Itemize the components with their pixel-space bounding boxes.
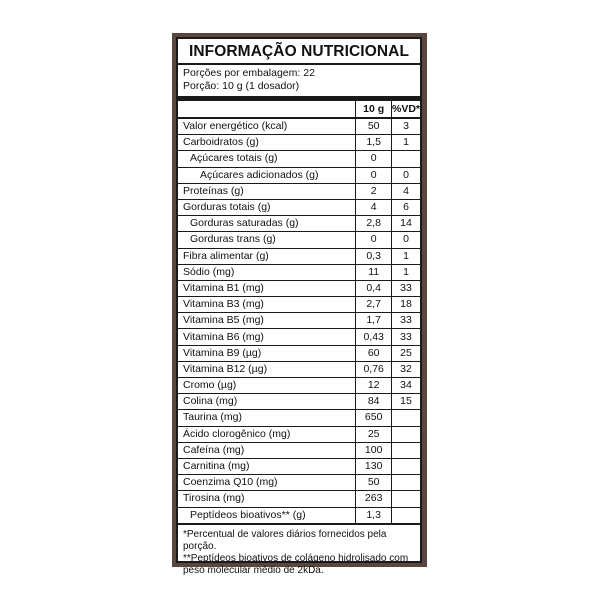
header-name-cell [178,101,356,118]
table-row [178,345,420,361]
nutrient-amount: 650 [356,410,392,426]
nutrient-amount: 12 [356,378,392,394]
header-amount-cell: 10 g [356,101,392,118]
nutrient-dv: 4 [391,183,420,199]
table-row [178,135,420,151]
nutrient-dv: 6 [391,199,420,215]
nutrient-dv: 14 [391,216,420,232]
footnotes [178,525,420,577]
nutrient-name: Cromo (µg) [178,378,356,394]
nutrient-dv: 33 [391,280,420,296]
nutrient-name: Gorduras saturadas (g) [178,216,356,232]
table-row [178,216,420,232]
table-row [178,232,420,248]
nutrient-amount: 25 [356,426,392,442]
nutrient-dv: 33 [391,329,420,345]
table-row [178,183,420,199]
footnote-dv: *Percentual de valores diários fornecidos pela porção. [183,528,387,552]
nutrient-dv [391,410,420,426]
nutrient-amount: 1,7 [356,313,392,329]
nutrient-name: Vitamina B9 (µg) [178,345,356,361]
nutrient-dv: 18 [391,297,420,313]
nutrient-amount: 2 [356,183,392,199]
table-row [178,313,420,329]
nutrient-name: Vitamina B12 (µg) [178,361,356,377]
nutrient-dv [391,426,420,442]
nutrient-dv: 0 [391,167,420,183]
nutrient-dv: 1 [391,264,420,280]
nutrient-amount: 0 [356,167,392,183]
nutrient-name: Taurina (mg) [178,410,356,426]
table-row [178,491,420,507]
table-row [178,394,420,410]
table-row [178,329,420,345]
nutrient-dv: 25 [391,345,420,361]
nutrition-table [178,101,420,525]
nutrient-name: Gorduras totais (g) [178,199,356,215]
nutrient-name: Proteínas (g) [178,183,356,199]
nutrient-amount: 1,3 [356,507,392,524]
nutrient-name: Carboidratos (g) [178,135,356,151]
nutrient-name: Ácido clorogênico (mg) [178,426,356,442]
nutrient-amount: 2,7 [356,297,392,313]
nutrient-name: Vitamina B6 (mg) [178,329,356,345]
table-row [178,167,420,183]
nutrient-amount: 263 [356,491,392,507]
footnote-peptides: **Peptídeos bioativos de colágeno hidrolisado com peso molecular médio de 2kDa. [183,552,409,576]
table-row [178,297,420,313]
nutrient-amount: 130 [356,458,392,474]
nutrient-amount: 11 [356,264,392,280]
nutrient-name: Coenzima Q10 (mg) [178,475,356,491]
nutrient-dv [391,475,420,491]
nutrient-dv: 15 [391,394,420,410]
label-meta [178,65,420,93]
nutrient-dv: 33 [391,313,420,329]
nutrient-name: Gorduras trans (g) [178,232,356,248]
table-row [178,264,420,280]
nutrient-amount: 100 [356,442,392,458]
nutrient-dv: 1 [391,248,420,264]
table-row [178,458,420,474]
nutrient-amount: 1,5 [356,135,392,151]
nutrient-name: Peptídeos bioativos** (g) [178,507,356,524]
nutrient-dv [391,442,420,458]
label-title: INFORMAÇÃO NUTRICIONAL [178,39,420,65]
nutrient-name: Tirosina (mg) [178,491,356,507]
header-dv-cell: %VD* [391,101,420,118]
nutrient-name: Fibra alimentar (g) [178,248,356,264]
nutrient-name: Vitamina B1 (mg) [178,280,356,296]
nutrient-amount: 84 [356,394,392,410]
background-right [438,0,600,600]
nutrient-dv [391,491,420,507]
table-row [178,248,420,264]
table-header-row [178,101,420,118]
nutrient-dv: 3 [391,118,420,135]
nutrient-name: Vitamina B3 (mg) [178,297,356,313]
background-left [0,0,172,600]
nutrient-dv: 0 [391,232,420,248]
table-row [178,280,420,296]
nutrition-label [176,37,422,576]
nutrient-dv: 34 [391,378,420,394]
serving-size: Porção: 10 g (1 dosador) [183,80,300,92]
nutrient-amount: 4 [356,199,392,215]
nutrient-amount: 60 [356,345,392,361]
servings-per-package: Porções por embalagem: 22 [183,67,315,79]
table-row [178,475,420,491]
nutrient-name: Açúcares adicionados (g) [178,167,356,183]
table-row [178,361,420,377]
nutrient-amount: 0,4 [356,280,392,296]
table-row [178,507,420,524]
nutrient-dv [391,151,420,167]
table-row [178,151,420,167]
nutrient-amount: 50 [356,475,392,491]
table-row [178,410,420,426]
nutrient-name: Colina (mg) [178,394,356,410]
nutrient-name: Vitamina B5 (mg) [178,313,356,329]
table-row [178,118,420,135]
nutrient-amount: 0 [356,151,392,167]
nutrient-amount: 50 [356,118,392,135]
nutrient-amount: 0,43 [356,329,392,345]
nutrient-amount: 0,3 [356,248,392,264]
nutrient-name: Açúcares totais (g) [178,151,356,167]
nutrient-dv [391,458,420,474]
nutrient-amount: 0,76 [356,361,392,377]
nutrient-name: Cafeína (mg) [178,442,356,458]
nutrient-dv: 1 [391,135,420,151]
table-row [178,378,420,394]
nutrient-name: Carnitina (mg) [178,458,356,474]
nutrient-name: Sódio (mg) [178,264,356,280]
nutrient-name: Valor energético (kcal) [178,118,356,135]
nutrient-amount: 2,8 [356,216,392,232]
nutrient-amount: 0 [356,232,392,248]
nutrient-dv [391,507,420,524]
table-row [178,442,420,458]
table-row [178,426,420,442]
nutrient-dv: 32 [391,361,420,377]
table-row [178,199,420,215]
